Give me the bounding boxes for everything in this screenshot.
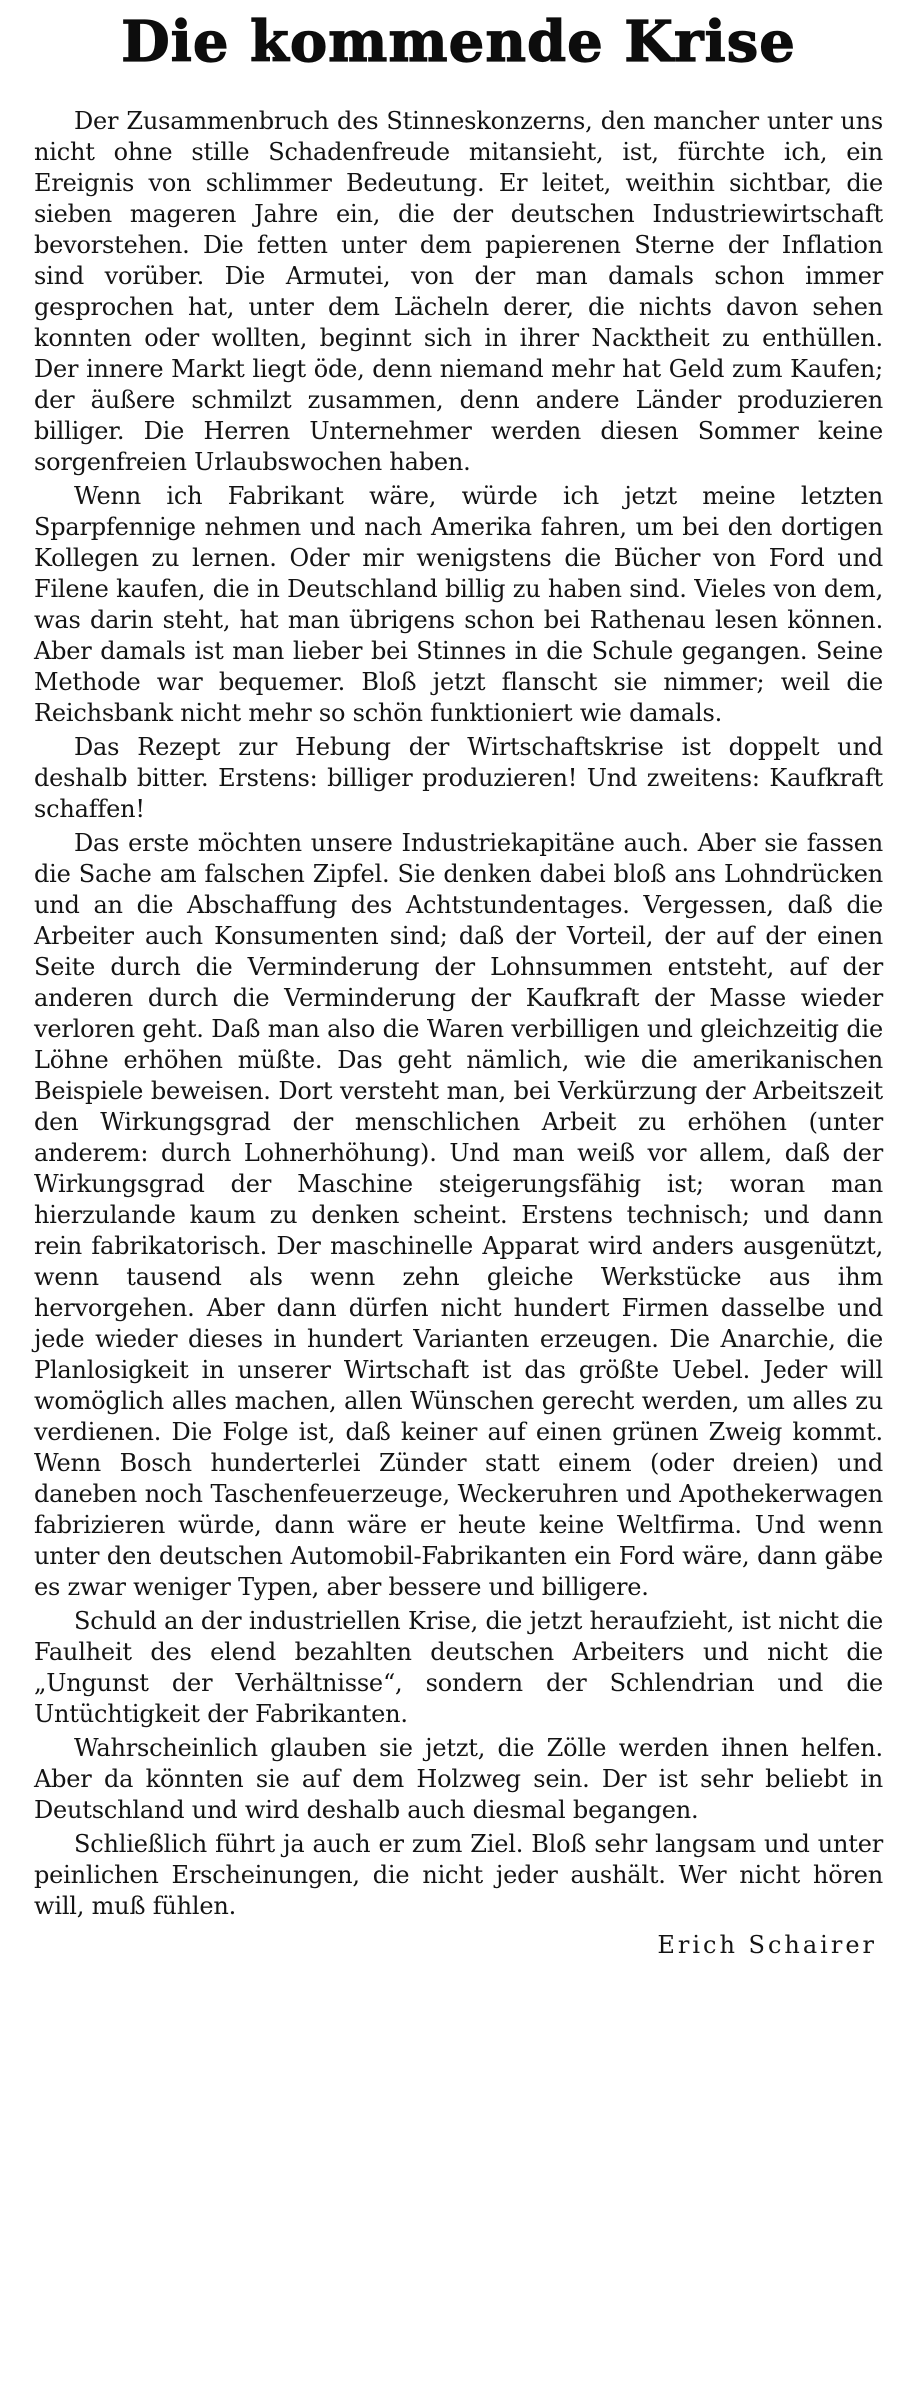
paragraph-5: Schuld an der industriellen Krise, die jetzt heraufzieht, ist nicht die Faulheit des elend bezahlten deutschen Arbeiters und nicht die „Ungunst der Verhältnisse“, sondern der Schlendrian und die Untüchtigkeit der Fabrikanten. [34, 1607, 883, 1728]
paragraph-2: Wenn ich Fabrikant wäre, würde ich jetzt meine letzten Sparpfennige nehmen und nach Amerika fahren, um bei den dortigen Kollegen zu lernen. Oder mir wenigstens die Bücher von Ford und Filene kaufen, die in Deutschland billig zu haben sind. Vieles von dem, was darin steht, hat man übrigens schon bei Rathenau lesen können. Aber damals ist man lieber bei Stinnes in die Schule gegangen. Seine Methode war bequemer. Bloß jetzt flanscht sie nimmer; weil die Reichsbank nicht mehr so schön funktioniert wie damals. [34, 482, 883, 727]
paragraph-3: Das Rezept zur Hebung der Wirtschaftskrise ist doppelt und deshalb bitter. Erstens: billiger produzieren! Und zweitens: Kaufkraft schaffen! [34, 733, 883, 823]
article-body [34, 106, 883, 1922]
paragraph-6: Wahrscheinlich glauben sie jetzt, die Zölle werden ihnen helfen. Aber da könnten sie auf dem Holzweg sein. Der ist sehr beliebt in Deutschland und wird deshalb auch diesmal begangen. [34, 1734, 883, 1824]
author-signature: Erich Schairer [657, 1931, 877, 1959]
headline: Die kommende Krise [121, 9, 796, 75]
paragraph-1: Der Zusammenbruch des Stinneskonzerns, den mancher unter uns nicht ohne stille Schadenfreude mitansieht, ist, fürchte ich, ein Ereignis von schlimmer Bedeutung. Er leitet, weithin sichtbar, die sieben mageren Jahre ein, die der deutschen Industriewirtschaft bevorstehen. Die fetten unter dem papierenen Sterne der Inflation sind vorüber. Die Armutei, von der man damals schon immer gesprochen hat, unter dem Lächeln derer, die nichts davon sehen konnten oder wollten, beginnt sich in ihrer Nacktheit zu enthüllen. Der innere Markt liegt öde, denn niemand mehr hat Geld zum Kaufen; der äußere schmilzt zusammen, denn andere Länder produzieren billiger. Die Herren Unternehmer werden diesen Sommer keine sorgenfreien Urlaubswochen haben. [34, 107, 883, 476]
paragraph-7: Schließlich führt ja auch er zum Ziel. Bloß sehr langsam und unter peinlichen Erscheinungen, die nicht jeder aushält. Wer nicht hören will, muß fühlen. [34, 1830, 883, 1920]
paragraph-4: Das erste möchten unsere Industriekapitäne auch. Aber sie fassen die Sache am falschen Zipfel. Sie denken dabei bloß ans Lohndrücken und an die Abschaffung des Achtstundentages. Vergessen, daß die Arbeiter auch Konsumenten sind; daß der Vorteil, der auf der einen Seite durch die Verminderung der Lohnsummen entsteht, auf der anderen durch die Verminderung der Kaufkraft der Masse wieder verloren geht. Daß man also die Waren verbilligen und gleichzeitig die Löhne erhöhen müßte. Das geht nämlich, wie die amerikanischen Beispiele beweisen. Dort versteht man, bei Verkürzung der Arbeitszeit den Wirkungsgrad der menschlichen Arbeit zu erhöhen (unter anderem: durch Lohnerhöhung). Und man weiß vor allem, daß der Wirkungsgrad der Maschine steigerungsfähig ist; woran man hierzulande kaum zu denken scheint. Erstens technisch; und dann rein fabrikatorisch. Der maschinelle Apparat wird anders ausgenützt, wenn tausend als wenn zehn gleiche Werkstücke aus ihm hervorgehen. Aber dann dürfen nicht hundert Firmen dasselbe und jede wieder dieses in hundert Varianten erzeugen. Die Anarchie, die Planlosigkeit in unserer Wirtschaft ist das größte Uebel. Jeder will womöglich alles machen, allen Wünschen gerecht werden, um alles zu verdienen. Die Folge ist, daß keiner auf einen grünen Zweig kommt. Wenn Bosch hunderterlei Zünder statt einem (oder dreien) und daneben noch Taschenfeuerzeuge, Weckeruhren und Apothekerwagen fabrizieren würde, dann wäre er heute keine Weltfirma. Und wenn unter den deutschen Automobil-Fabrikanten ein Ford wäre, dann gäbe es zwar weniger Typen, aber bessere und billigere. [34, 829, 883, 1601]
